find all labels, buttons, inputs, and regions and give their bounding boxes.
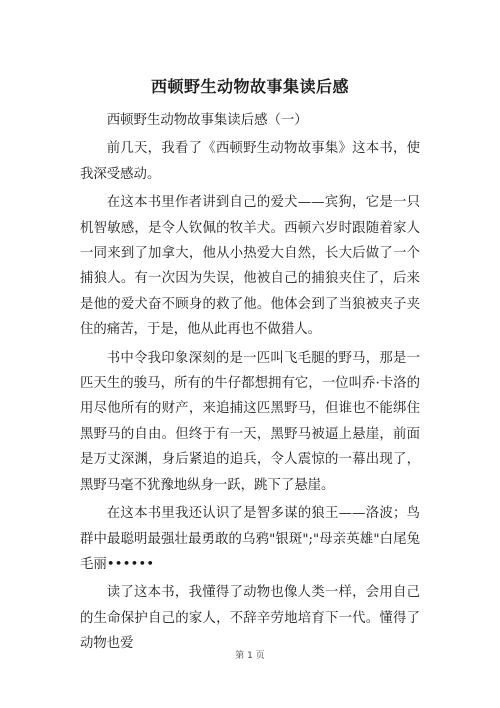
paragraph-subtitle: 西顿野生动物故事集读后感（一） [106, 113, 308, 128]
paragraph: 在这本书里作者讲到自己的爱犬——宾狗，它是一只机智敏感，是令人钦佩的牧羊犬。西顿六岁时跟随着家人一同来到了加拿大，他从小热爱大自然，长大后做了一个捕狼人。有一次因为失误，他被自己的捕狼夹住了，后来是他的爱犬奋不顾身的救了他。他体会到了当狼被夹子夹住的痛苦，于是，他从此再也不做猎人。 [80, 195, 420, 338]
paragraph: 前几天，我看了《西顿野生动物故事集》这本书，使我深受感动。 [80, 141, 420, 182]
page-number: 第 1 页 [235, 651, 265, 661]
document-body [80, 108, 420, 660]
paragraph: 在这本书里我还认识了是智多谋的狼王——洛波；鸟群中最聪明最强壮最勇敢的乌鸦"银斑";"母亲英雄"白尾兔毛丽•••••• [80, 506, 420, 572]
paragraph: 读了这本书，我懂得了动物也像人类一样，会用自己的生命保护自己的家人，不辞辛劳地培育下一代。懂得了动物也爱 [80, 585, 420, 652]
document-title: 西顿野生动物故事集读后感 [150, 77, 349, 96]
paragraph: 书中令我印象深刻的是一匹叫飞毛腿的野马，那是一匹天生的骏马，所有的牛仔都想拥有它，一位叫乔·卡洛的用尽他所有的财产，来追捕这匹黑野马，但谁也不能绑住黑野马的自由。但终于有一天，黑野马被逼上悬崖，前面是万丈深渊，身后紧追的追兵，令人震惊的一幕出现了，黑野马毫不犹豫地纵身一跃，跳下了悬崖。 [80, 350, 420, 493]
